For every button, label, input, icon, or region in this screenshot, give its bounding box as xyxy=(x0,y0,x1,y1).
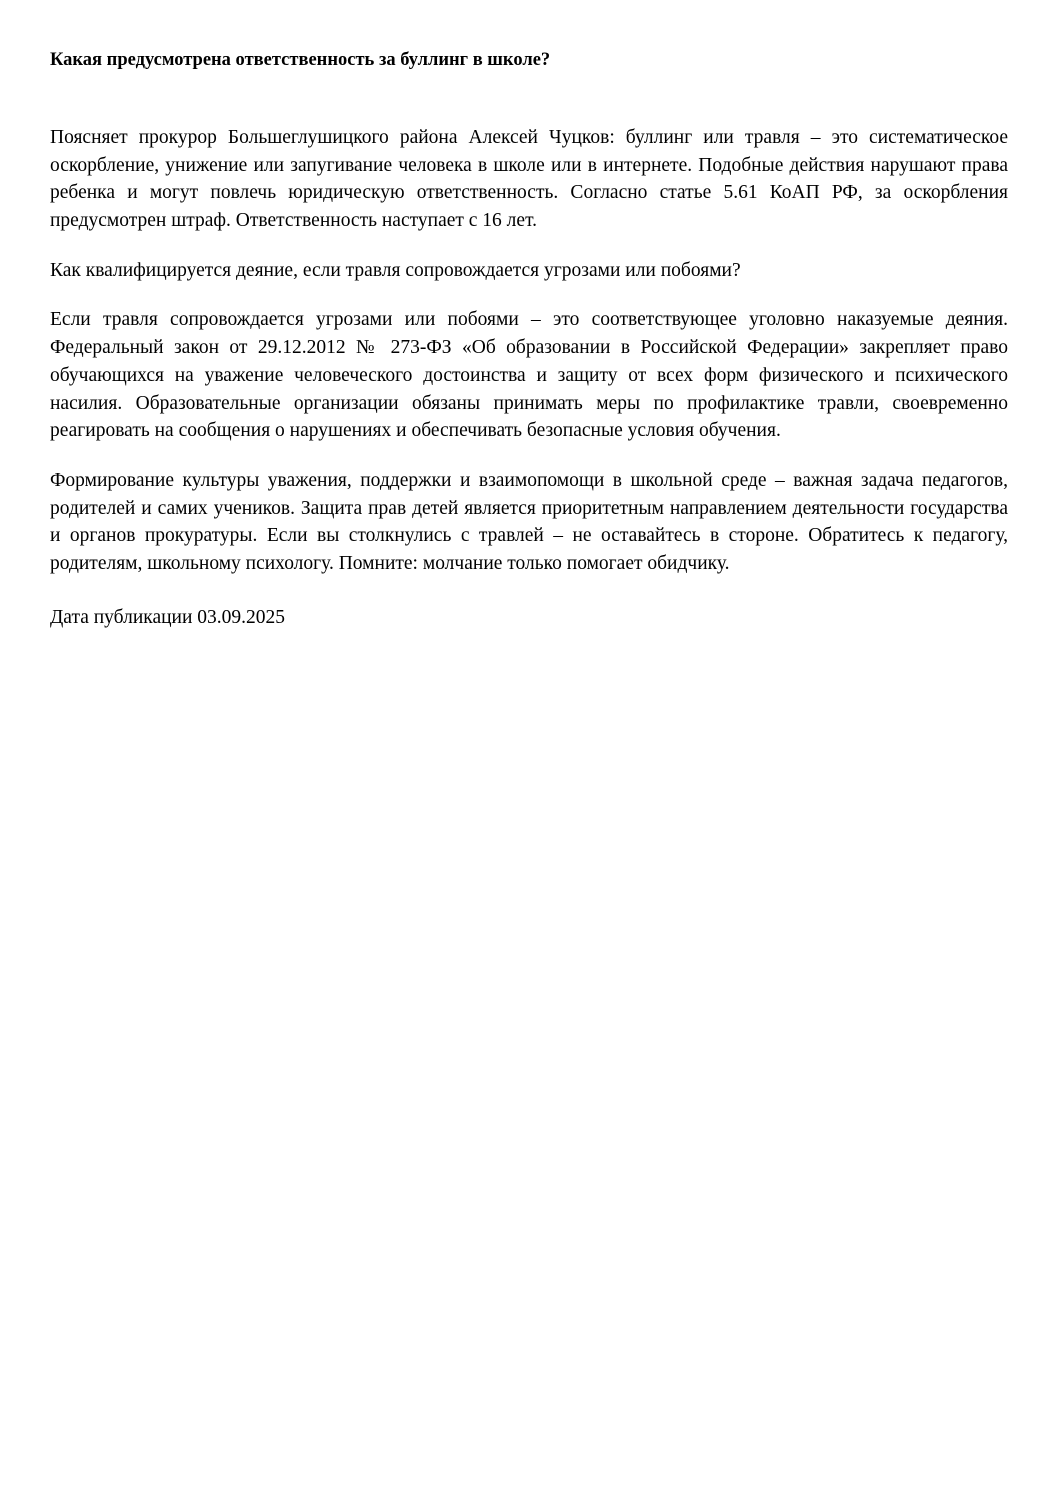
paragraph-conclusion: Формирование культуры уважения, поддержки и взаимопомощи в школьной среде – важная задача педагогов, родителей и самих учеников. Защита прав детей является приоритетным направлением деятельности государства и органов прокуратуры. Если вы столкнулись с травлей – не оставайтесь в стороне. Обратитесь к педагогу, родителям, школьному психологу. Помните: молчание только помогает обидчику. xyxy=(50,469,1008,574)
paragraph-answer: Если травля сопровождается угрозами или побоями – это соответствующее уголовно наказуемые деяния. Федеральный закон от 29.12.2012 № 273-ФЗ «Об образовании в Российской Федерации» закрепляет право обучающихся на уважение человеческого достоинства и защиту от всех форм физического и психического насилия. Образовательные организации обязаны принимать меры по профилактике травли, своевременно реагировать на сообщения о нарушениях и обеспечивать безопасные условия обучения. xyxy=(50,309,1008,442)
publication-date: Дата публикации 03.09.2025 xyxy=(50,606,286,628)
page-title: Какая предусмотрена ответственность за буллинг в школе? xyxy=(50,50,551,70)
paragraph-intro: Поясняет прокурор Большеглушицкого района Алексей Чуцков: буллинг или травля – это систематическое оскорбление, унижение или запугивание человека в школе или в интернете. Подобные действия нарушают права ребенка и могут повлечь юридическую ответственность. Согласно статье 5.61 КоАП РФ, за оскорбления предусмотрен штраф. Ответственность наступает с 16 лет. xyxy=(50,127,1008,232)
paragraph-question: Как квалифицируется деяние, если травля сопровождается угрозами или побоями? xyxy=(50,259,741,281)
